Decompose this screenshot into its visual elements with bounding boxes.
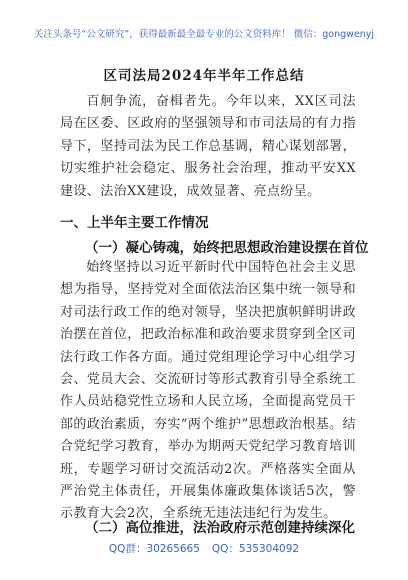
body-text-1: 始终坚持以习近平新时代中国特色社会主义思想为指导，坚持党对全面依法治区集中统一领导和对司法行政工作的绝对领导，坚决把旗帜鲜明讲政治摆在首位，把政治标准和政治要求贯穿到全区司法行政工作各方面。通过党组理论学习中心组学习会、党员大会、交流研讨等形式教育引导全系统工作人员站稳党性立场和人民立场，全面提高党员干部的政治素质，夯实“两个维护”思想政治根基。结合党纪学习教育，举办为期两天党纪学习教育培训班，专题学习研讨交流活动2次。严格落实全面从严治党主体责任，开展集体廉政集体谈话5次，警示教育大会2次，全系统无违法违纪行为发生。 (60, 260, 356, 522)
footer-qq: QQ：535304092 (211, 543, 300, 555)
intro-text: 百舸争流，奋楫者先。今年以来，XX区司法局在区委、区政府的坚强领导和市司法局的有力指导下，坚持司法为民工作总基调，精心谋划部署，切实维护社会稳定、服务社会治理，推动平安XX建设、法治XX建设，成效显著、亮点纷呈。 (60, 94, 356, 199)
subsection-heading-2: （二）高位推进，法治政府示范创建持续深化 (85, 520, 355, 536)
footer-contact (0, 541, 408, 556)
body-paragraph-1 (60, 257, 356, 526)
footer-qq-group: QQ群：30265665 (108, 543, 200, 555)
banner-text: 关注头条号“公文研究”，获得最新最全最专业的公文资料库！ 微信： (33, 29, 323, 40)
section-heading-1: 一、上半年主要工作情况 (60, 215, 209, 231)
intro-paragraph (60, 91, 356, 203)
header-banner (0, 26, 408, 40)
wechat-id: gongwenyj (322, 29, 375, 40)
subsection-heading-1: （一）凝心铸魂，始终把思想政治建设摆在首位 (85, 240, 369, 256)
document-title: 区司法局2024年半年工作总结 (103, 68, 305, 84)
